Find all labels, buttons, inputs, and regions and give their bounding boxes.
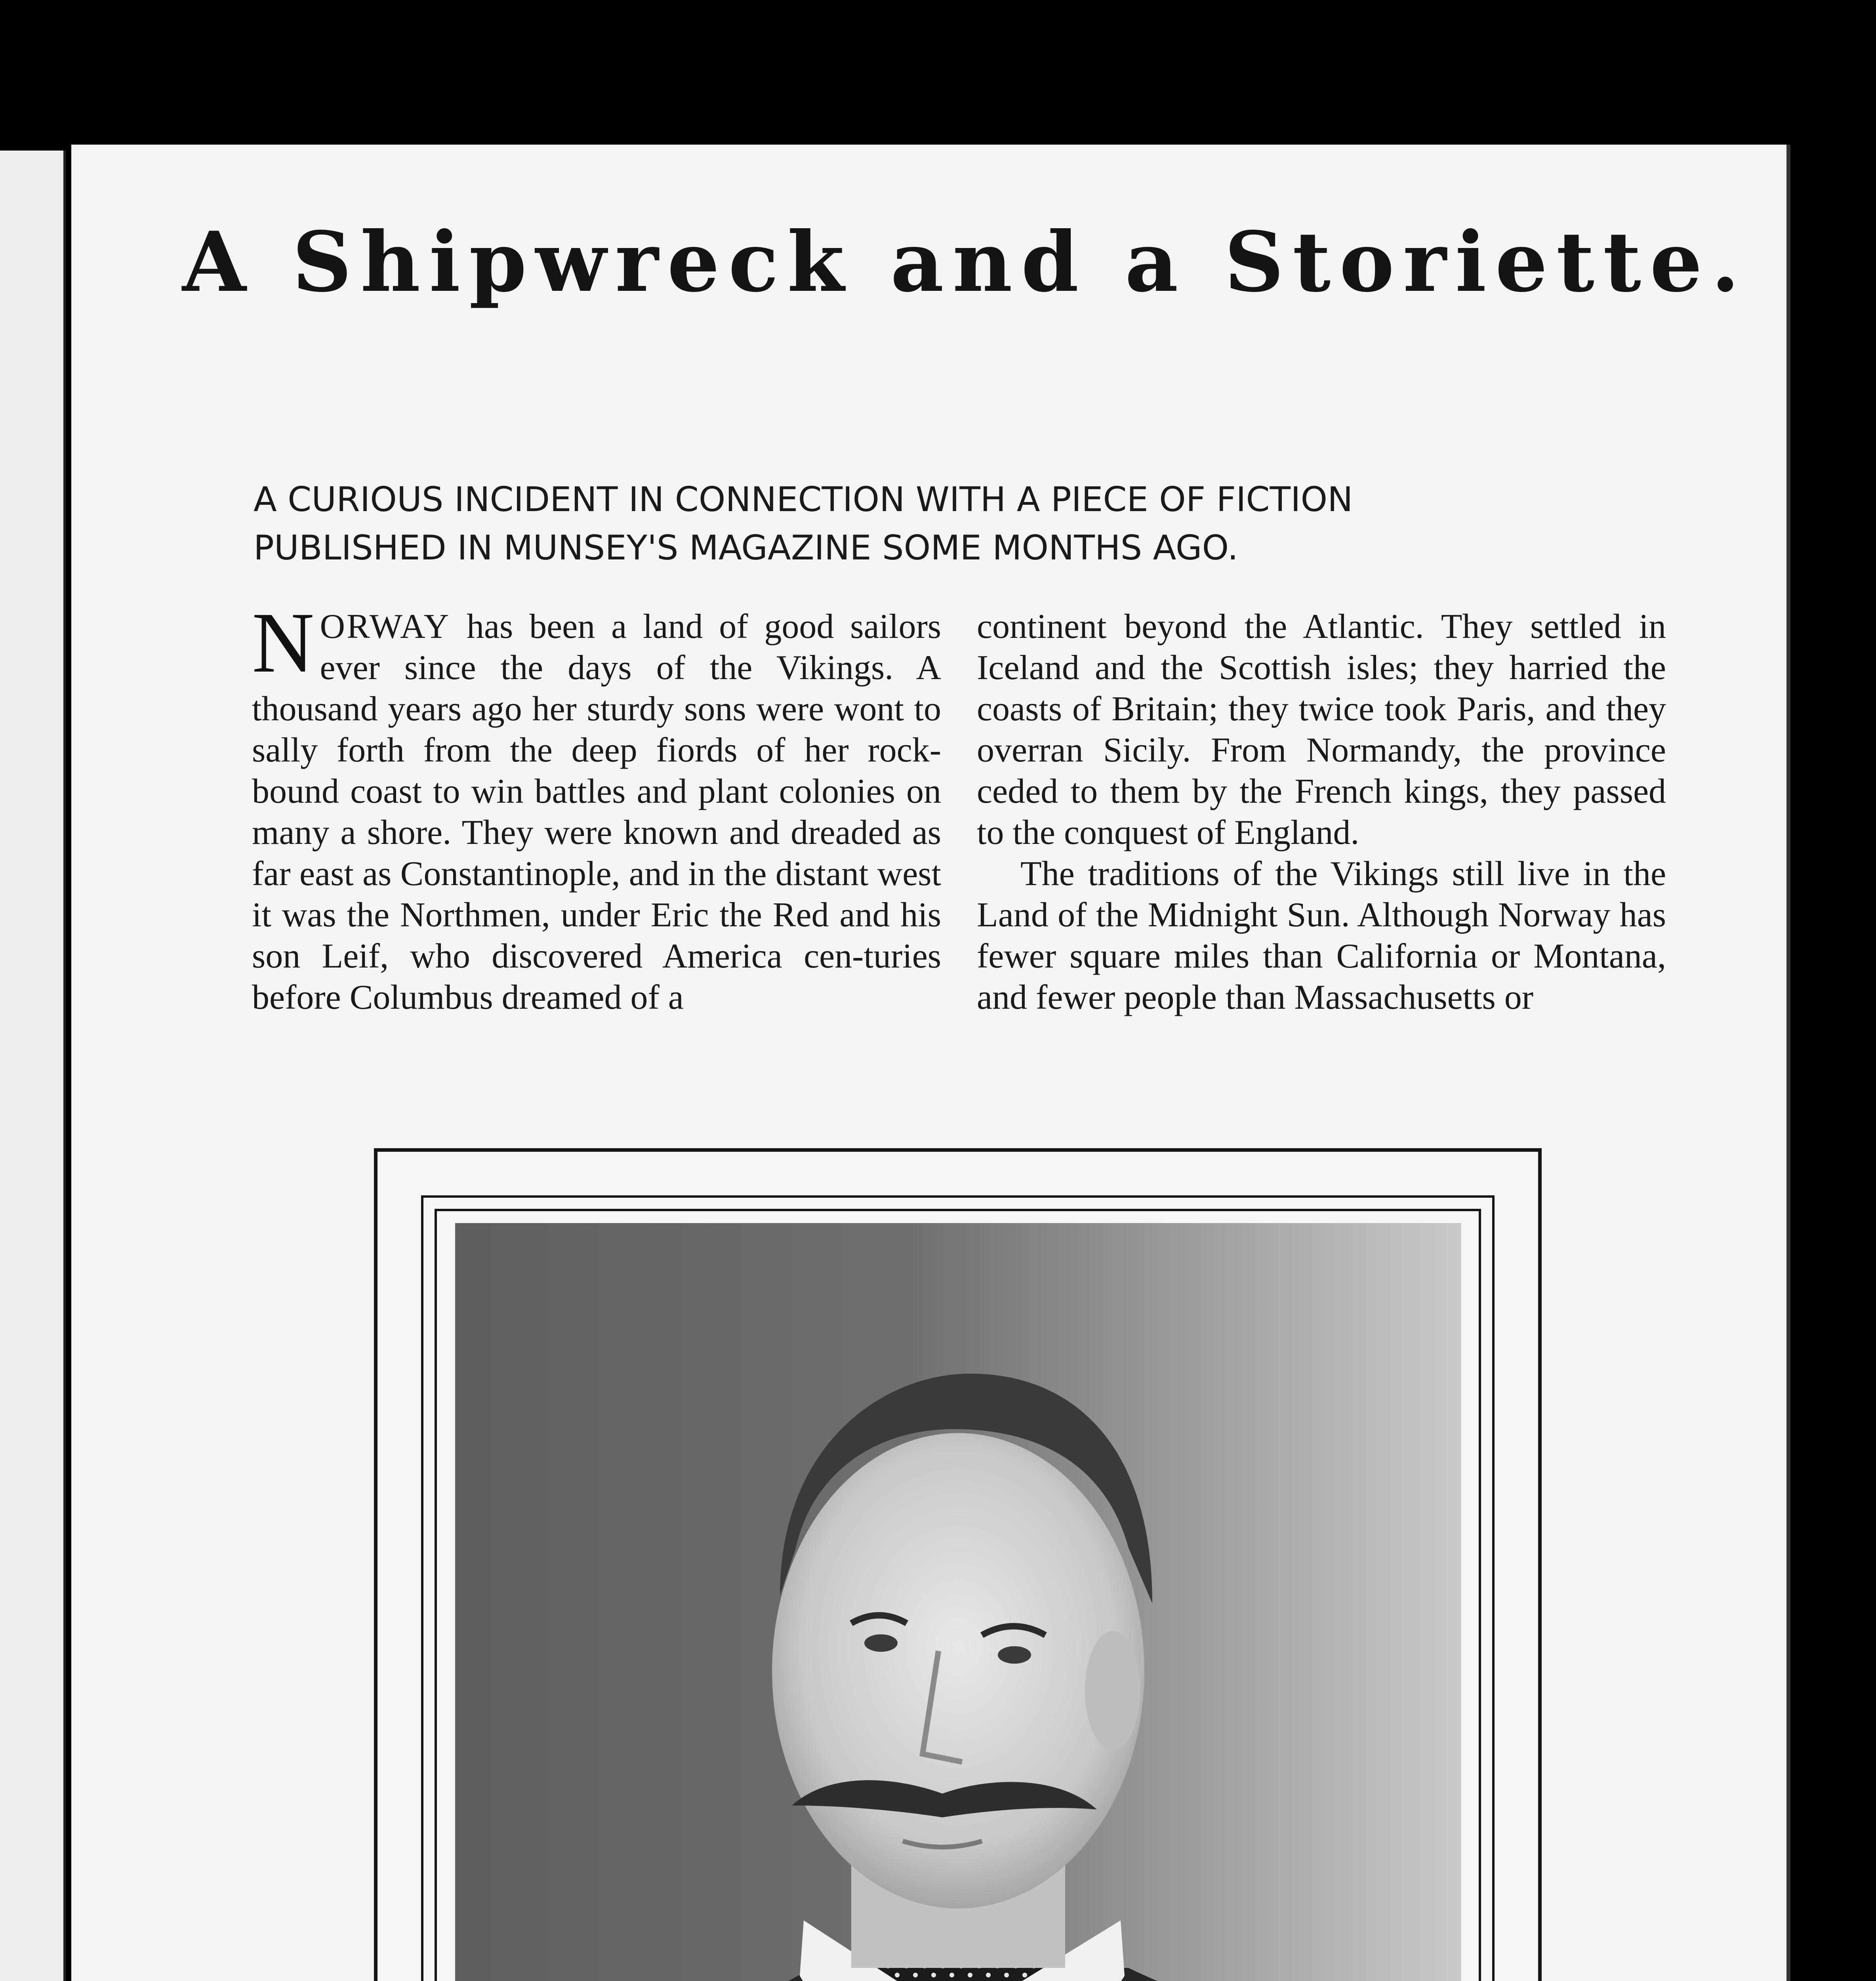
opening-small-caps: ORWAY <box>320 607 451 646</box>
article-title: A Shipwreck and a Storiette. <box>182 214 1748 311</box>
subtitle-line: A CURIOUS INCIDENT IN CONNECTION WITH A PIECE OF FICTION <box>254 480 1353 519</box>
captain-portrait-photo <box>455 1223 1461 1981</box>
right-text-column <box>977 606 1666 1018</box>
left-text-column <box>252 595 941 1018</box>
opening-paragraph-text: has been a land of good sailors ever since the days of the Vikings. A thousand years ago her sturdy sons were wont to sally forth from the deep fiords of her rock-bound coast to win battles and plant colonies on many a shore. They were known and dreaded as far east as Constantinople, and in the distant west it was the Northmen, under Eric the Red and his son Leif, who discovered America cen-turies before Columbus dreamed of a <box>252 607 941 1017</box>
photo-frame <box>374 1148 1542 1981</box>
opening-paragraph <box>252 595 941 1018</box>
article-subtitle <box>254 475 1640 572</box>
body-paragraph: continent beyond the Atlantic. They settled in Iceland and the Scottish isles; they harried the coasts of Britain; they twice took Paris, and they overran Sicily. From Normandy, the province ceded to them by the French kings, they passed to the conquest of England. <box>977 607 1666 852</box>
portrait-illustration <box>455 1223 1461 1981</box>
body-paragraph: The traditions of the Vikings still live in the Land of the Midnight Sun. Although Norway has fewer square miles than California or Montana, and fewer people than Massachusetts or <box>977 855 1666 1017</box>
drop-cap: N <box>252 595 315 691</box>
adjacent-page-edge <box>0 151 66 1981</box>
subtitle-line: PUBLISHED IN MUNSEY'S MAGAZINE SOME MONTHS AGO. <box>254 528 1239 568</box>
